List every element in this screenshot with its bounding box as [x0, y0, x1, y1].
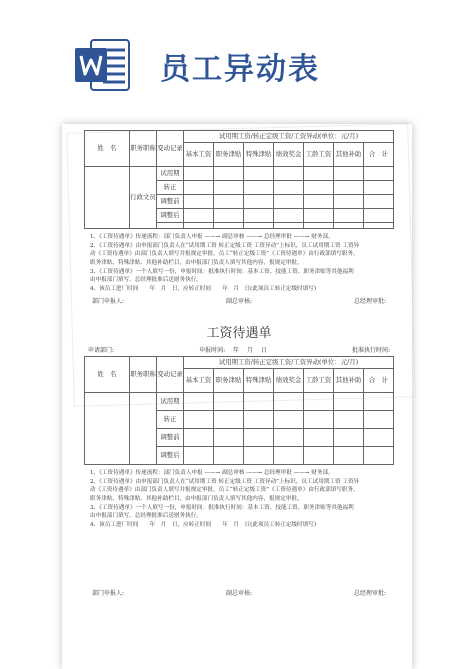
banner	[0, 0, 474, 110]
row-label: 调整前	[157, 195, 184, 209]
form-meta-row	[88, 345, 390, 354]
table-cell[interactable]	[274, 181, 304, 195]
col-post-allowance: 职务津贴	[214, 143, 244, 167]
document-page	[62, 124, 412, 669]
col-group: 试用期工资/转正定级工资/工资异动(单位：元/月)	[184, 131, 394, 143]
note-line: 动《工资待遇单》由部门负责人填写并报规定审批，员工“转正定级工资”《工资待遇单》由行政部填写职务、	[90, 251, 359, 258]
table-cell[interactable]	[304, 181, 334, 195]
table-cell[interactable]	[364, 181, 394, 195]
note-line: 动《工资待遇单》由部门负责人填写并报规定审批，员工“转正定级工资”《工资待遇单》由行政部填写职务、	[90, 487, 359, 494]
table-cell[interactable]	[184, 195, 214, 209]
table-cell[interactable]	[214, 195, 244, 209]
table-cell[interactable]	[244, 195, 274, 209]
table-cell[interactable]	[274, 195, 304, 209]
col-basic: 基本工资	[184, 143, 214, 167]
table-cell[interactable]	[364, 393, 394, 411]
row-label: 转正	[157, 181, 184, 195]
table-cell[interactable]	[334, 167, 364, 181]
col-total: 合 计	[364, 143, 394, 167]
note-line: 职务津贴、特殊津贴、其他补助栏目，由申报部门负责人填写其他内容，报规定审批。	[90, 495, 303, 502]
table-cell[interactable]	[214, 209, 244, 223]
table-cell[interactable]	[184, 411, 214, 429]
table-cell[interactable]	[364, 209, 394, 223]
row-label: 转正	[157, 411, 184, 429]
table-cell[interactable]	[274, 447, 304, 465]
table-cell[interactable]	[334, 411, 364, 429]
salary-table-bottom	[84, 356, 394, 465]
table-cell[interactable]	[244, 393, 274, 411]
table-cell[interactable]	[184, 393, 214, 411]
note-line: 3、《工资待遇单》一个人填写一份，申报时间：批准执行时间：基本工资、技能工资、职务津贴等其他福利	[90, 268, 354, 275]
col-position: 职务职称	[130, 357, 157, 393]
page-title: 员工异动表	[160, 52, 320, 87]
table-cell[interactable]	[244, 447, 274, 465]
col-post-allowance: 职务津贴	[214, 369, 244, 393]
form-notes-bottom	[84, 469, 394, 530]
row-label: 调整前	[157, 429, 184, 447]
table-cell[interactable]	[364, 167, 394, 181]
col-other: 其他补助	[334, 143, 364, 167]
table-cell[interactable]	[214, 223, 244, 229]
note-line: 由申报部门填写，总经理批准后送财务执行。	[90, 277, 202, 284]
dept-label: 申请部门:	[88, 347, 115, 354]
dept-applicant-label: 部门申报人:	[92, 590, 125, 597]
cell-name-value[interactable]	[85, 393, 130, 465]
table-cell[interactable]	[214, 447, 244, 465]
table-cell[interactable]	[184, 209, 214, 223]
note-line: 1、《工资待遇单》传递流程：部门负责人申报 ——→ 副总审核 ——→ 总经理审批 ——→ 财务部。	[90, 234, 334, 240]
table-cell[interactable]	[304, 429, 334, 447]
table-cell[interactable]	[244, 209, 274, 223]
table-cell[interactable]	[184, 167, 214, 181]
note-line: 2、《工资待遇单》由申报部门负责人在“试用期工资 转正定级工资 工资异动”上标识，员工试用期工资 工资异	[90, 242, 360, 249]
col-special-allowance: 特殊津贴	[244, 369, 274, 393]
table-cell[interactable]	[214, 429, 244, 447]
table-cell[interactable]	[274, 167, 304, 181]
table-cell[interactable]	[214, 411, 244, 429]
table-cell[interactable]	[244, 181, 274, 195]
table-cell[interactable]	[274, 393, 304, 411]
col-performance: 绩效奖金	[274, 369, 304, 393]
date-label-text: 申报时间:	[199, 347, 226, 354]
table-cell[interactable]	[334, 393, 364, 411]
table-cell[interactable]	[304, 195, 334, 209]
form-title: 工资待遇单	[206, 326, 272, 341]
word-icon	[73, 38, 131, 92]
gm-approval-label: 总经理审批:	[353, 590, 386, 597]
table-cell[interactable]	[304, 167, 334, 181]
cell-position-value: 行政文员	[130, 167, 157, 229]
salary-form-bottom	[84, 322, 394, 530]
row-label: 试用期	[157, 167, 184, 181]
table-cell[interactable]	[334, 195, 364, 209]
table-cell[interactable]	[244, 429, 274, 447]
table-cell[interactable]	[304, 223, 334, 229]
table-cell[interactable]	[364, 447, 394, 465]
table-cell[interactable]	[304, 209, 334, 223]
table-cell[interactable]	[184, 223, 214, 229]
deputy-review-label: 副总审核:	[225, 297, 253, 305]
table-cell[interactable]	[334, 447, 364, 465]
row-label: 试用期	[157, 393, 184, 411]
cell-name-value[interactable]	[85, 167, 130, 229]
exec-label: 批准执行时间:	[351, 347, 390, 354]
dept-applicant-label: 部门申报人:	[92, 297, 125, 305]
col-name: 姓 名	[85, 131, 130, 167]
table-cell[interactable]	[364, 195, 394, 209]
col-name: 姓 名	[85, 357, 130, 393]
cell-position-value[interactable]	[130, 393, 157, 465]
table-cell[interactable]	[214, 393, 244, 411]
note-line: 1、《工资待遇单》传递流程：部门负责人申报 ——→ 副总审核 ——→ 总经理审批 ——→ 财务部。	[90, 470, 334, 476]
table-cell[interactable]	[304, 393, 334, 411]
table-cell[interactable]	[214, 181, 244, 195]
row-label: 调整后	[157, 447, 184, 465]
salary-form-top	[84, 130, 394, 305]
table-cell[interactable]	[157, 223, 184, 229]
gm-approval-label: 总经理审批:	[353, 297, 386, 305]
table-cell[interactable]	[184, 447, 214, 465]
table-cell[interactable]	[274, 223, 304, 229]
table-cell[interactable]	[274, 429, 304, 447]
note-line: 4、该员工进厂时间 年 月 日，应转正时间 年 月 日(此项员工转正定级时填写)	[90, 521, 317, 528]
col-change: 变动记录	[157, 131, 184, 167]
col-special-allowance: 特殊津贴	[244, 143, 274, 167]
col-basic: 基本工资	[184, 369, 214, 393]
table-cell[interactable]	[274, 411, 304, 429]
table-cell[interactable]	[334, 181, 364, 195]
table-cell[interactable]	[244, 411, 274, 429]
note-line: 2、《工资待遇单》由申报部门负责人在“试用期工资 转正定级工资 工资异动”上标识，员工试用期工资 工资异	[90, 478, 360, 485]
deputy-review-label: 副总审核:	[225, 590, 253, 597]
note-line: 4、该员工进厂时间 年 月 日，应转正时间 年 月 日(此项员工转正定级时填写)	[90, 285, 317, 292]
signature-row-top	[92, 296, 386, 305]
table-cell[interactable]	[214, 167, 244, 181]
col-position: 职务职称	[130, 131, 157, 167]
col-change: 变动记录	[157, 357, 184, 393]
year-label: 年	[233, 347, 240, 354]
table-cell[interactable]	[184, 181, 214, 195]
note-line: 职务津贴、特殊津贴、其他补助栏目，由申报部门负责人填写其他内容，报规定审批。	[90, 259, 303, 266]
signature-row-bottom	[92, 588, 386, 597]
col-seniority: 工龄工资	[304, 143, 334, 167]
salary-table-top	[84, 130, 394, 229]
table-cell[interactable]	[184, 429, 214, 447]
col-other: 其他补助	[334, 369, 364, 393]
day-label: 日	[260, 347, 267, 354]
table-cell[interactable]	[274, 209, 304, 223]
table-cell[interactable]	[334, 223, 364, 229]
col-seniority: 工龄工资	[304, 369, 334, 393]
table-cell[interactable]	[244, 167, 274, 181]
table-cell[interactable]	[364, 429, 394, 447]
table-cell[interactable]	[244, 223, 274, 229]
note-line: 3、《工资待遇单》一个人填写一份，申报时间：批准执行时间：基本工资、技能工资、职务津贴等其他福利	[90, 504, 354, 511]
month-label: 月	[246, 347, 253, 354]
note-line: 由申报部门填写，总经理批准后送财务执行。	[90, 513, 202, 520]
table-cell[interactable]	[334, 429, 364, 447]
row-label: 调整后	[157, 209, 184, 223]
table-cell[interactable]	[364, 223, 394, 229]
table-cell[interactable]	[304, 447, 334, 465]
table-cell[interactable]	[334, 209, 364, 223]
date-label	[199, 345, 267, 354]
form-notes-top	[84, 233, 394, 294]
col-performance: 绩效奖金	[274, 143, 304, 167]
table-cell[interactable]	[364, 411, 394, 429]
table-cell[interactable]	[304, 411, 334, 429]
col-total: 合 计	[364, 369, 394, 393]
col-group: 试用期工资/转正定级工资/工资异动(单位：元/月)	[184, 357, 394, 369]
